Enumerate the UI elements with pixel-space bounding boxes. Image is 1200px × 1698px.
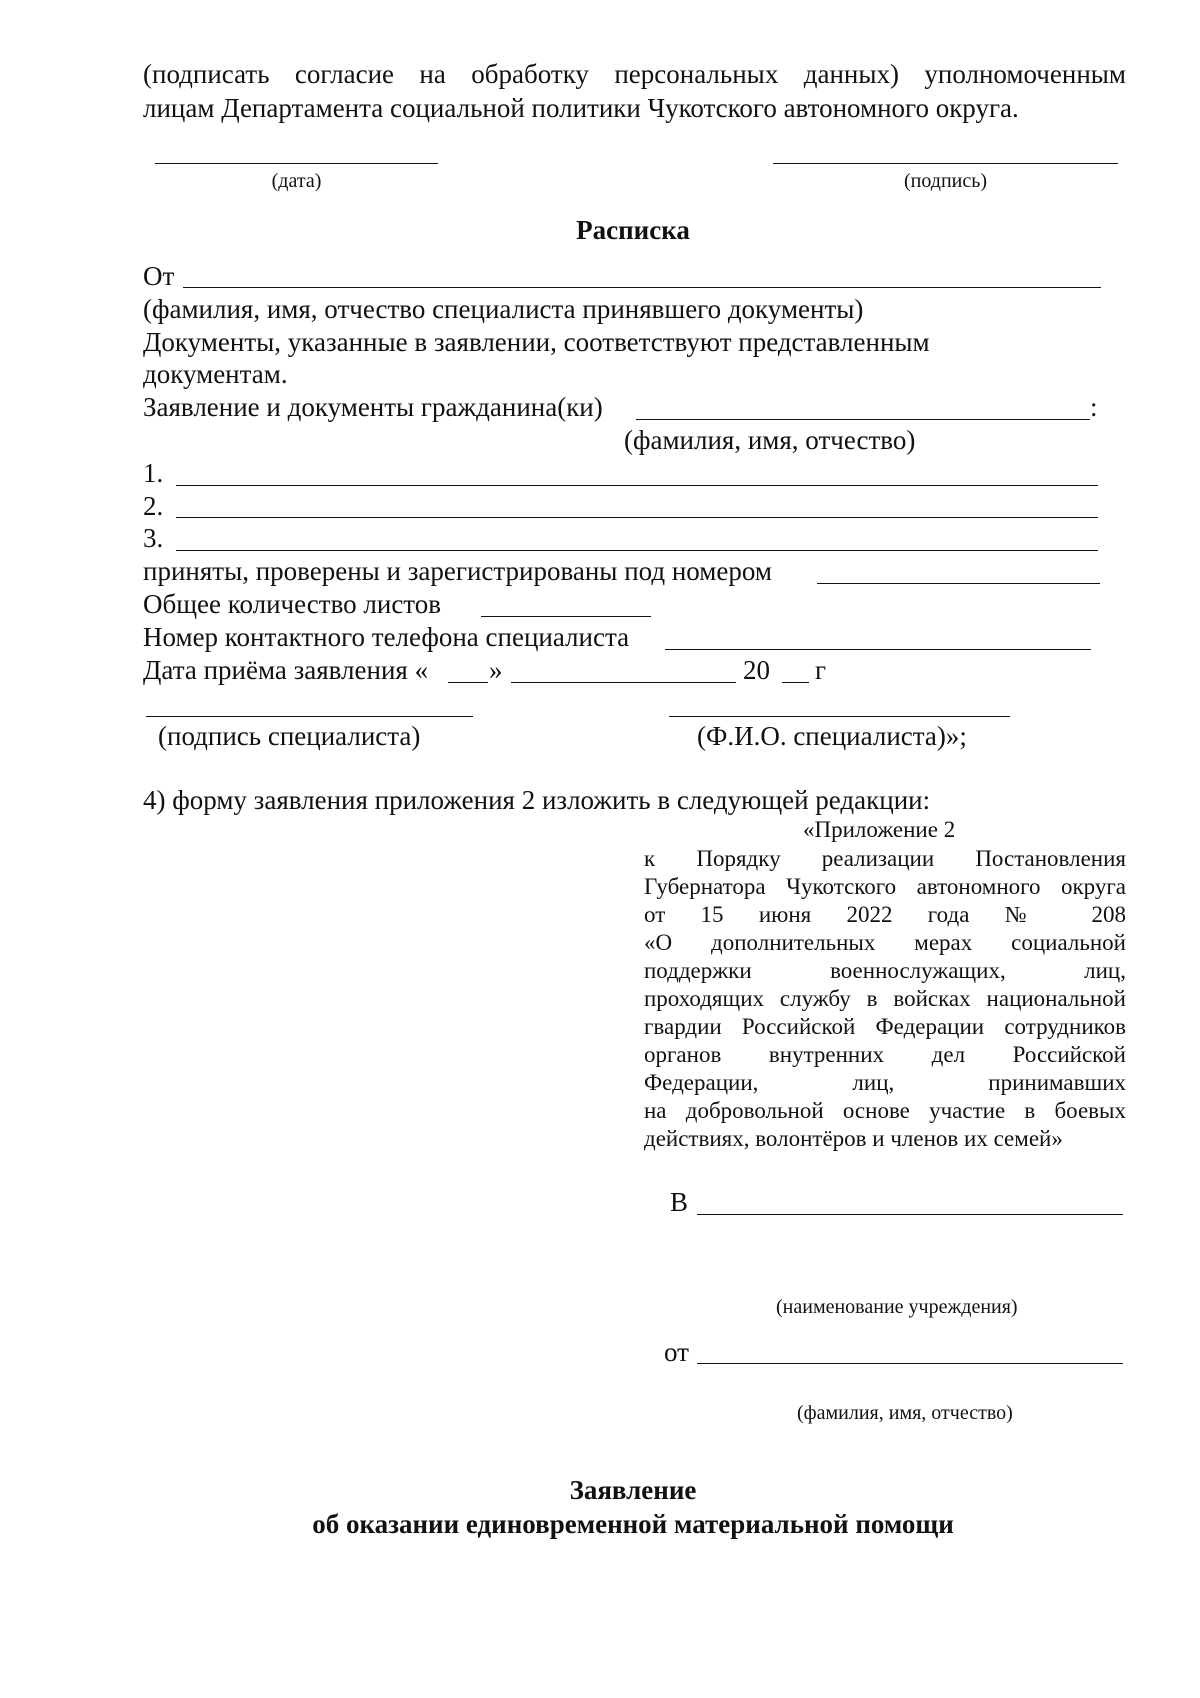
from-label: От	[143, 261, 175, 291]
sheets-label: Общее количество листов	[143, 589, 441, 619]
registered-label: приняты, проверены и зарегистрированы под номером	[143, 556, 772, 586]
sheets-line	[481, 616, 651, 617]
spec-name-line	[669, 716, 1010, 717]
signature-line	[773, 163, 1118, 164]
item-1-line	[176, 485, 1098, 486]
phone-line	[665, 649, 1091, 650]
appendix-line: «О дополнительных мерах социальной	[644, 930, 1126, 955]
date-label	[143, 654, 428, 686]
signature-caption: (подпись)	[903, 170, 988, 192]
item-3-line	[176, 550, 1098, 551]
appendix-line: на добровольной основе участие в боевых	[644, 1098, 1126, 1123]
item-1-label: 1.	[143, 458, 164, 488]
from-line	[183, 287, 1101, 288]
appendix-line: Федерации, лиц, принимавших	[644, 1070, 1126, 1095]
name-line	[697, 1363, 1123, 1364]
applicant-colon: :	[1090, 392, 1098, 422]
date-day-line	[448, 682, 488, 683]
addressee-to-label: В	[670, 1187, 689, 1217]
intro-line-1: (подписать согласие на обработку персональных данных) уполномоченным	[143, 59, 1126, 89]
item-2-label: 2.	[143, 491, 164, 521]
specialist-caption: (фамилия, имя, отчество специалиста принявшего документы)	[143, 294, 864, 324]
spec-name-caption: (Ф.И.О. специалиста)»;	[697, 721, 967, 751]
docs-line-2: документам.	[143, 359, 288, 389]
registered-line	[817, 583, 1100, 584]
date-label-close: »	[489, 655, 503, 685]
date-year-line	[782, 682, 809, 683]
applicant-line	[636, 419, 1090, 420]
statement-title: Заявление	[569, 1475, 697, 1505]
spec-sig-caption: (подпись специалиста)	[158, 721, 421, 751]
intro-line-2: лицам Департамента социальной политики Чукотского автономного округа.	[143, 93, 1019, 123]
item-2-line	[176, 517, 1098, 518]
receipt-title: Расписка	[576, 215, 690, 245]
appendix-line: органов внутренних дел Российской	[644, 1042, 1126, 1067]
phone-label: Номер контактного телефона специалиста	[143, 622, 630, 652]
appendix-line: действиях, волонтёров и членов их семей»	[644, 1126, 1063, 1151]
applicant-caption: (фамилия, имя, отчество)	[624, 425, 916, 455]
addressee-from-label: от	[664, 1337, 689, 1367]
institution-caption: (наименование учреждения)	[776, 1296, 1018, 1318]
docs-line-1: Документы, указанные в заявлении, соответствуют представленным	[143, 327, 930, 357]
applicant-label: Заявление и документы гражданина(ки)	[143, 392, 603, 422]
spec-sig-line	[146, 716, 473, 717]
appendix-block	[644, 845, 1126, 1153]
statement-subtitle: об оказании единовременной материальной помощи	[312, 1509, 954, 1539]
date-month-line	[511, 682, 736, 683]
amendment-text: 4) форму заявления приложения 2 изложить в следующей редакции:	[143, 785, 931, 815]
date-year-prefix: 20	[743, 655, 770, 685]
appendix-line: гвардии Российской Федерации сотрудников	[644, 1014, 1126, 1039]
appendix-line: к Порядку реализации Постановления	[644, 846, 1126, 871]
name-caption: (фамилия, имя, отчество)	[797, 1402, 1013, 1424]
appendix-line: Губернатора Чукотского автономного округа	[644, 874, 1126, 899]
date-caption: (дата)	[271, 170, 322, 192]
date-g: г	[815, 655, 827, 685]
appendix-line: проходящих службу в войсках национальной	[644, 986, 1126, 1011]
institution-line	[697, 1214, 1123, 1215]
item-3-label: 3.	[143, 523, 164, 553]
appendix-title: «Приложение 2	[803, 817, 956, 842]
date-line	[155, 163, 438, 164]
appendix-line: от 15 июня 2022 года № 208	[644, 902, 1126, 927]
date-label-open: Дата приёма заявления «	[143, 655, 429, 685]
appendix-line: поддержки военнослужащих, лиц,	[644, 958, 1126, 983]
